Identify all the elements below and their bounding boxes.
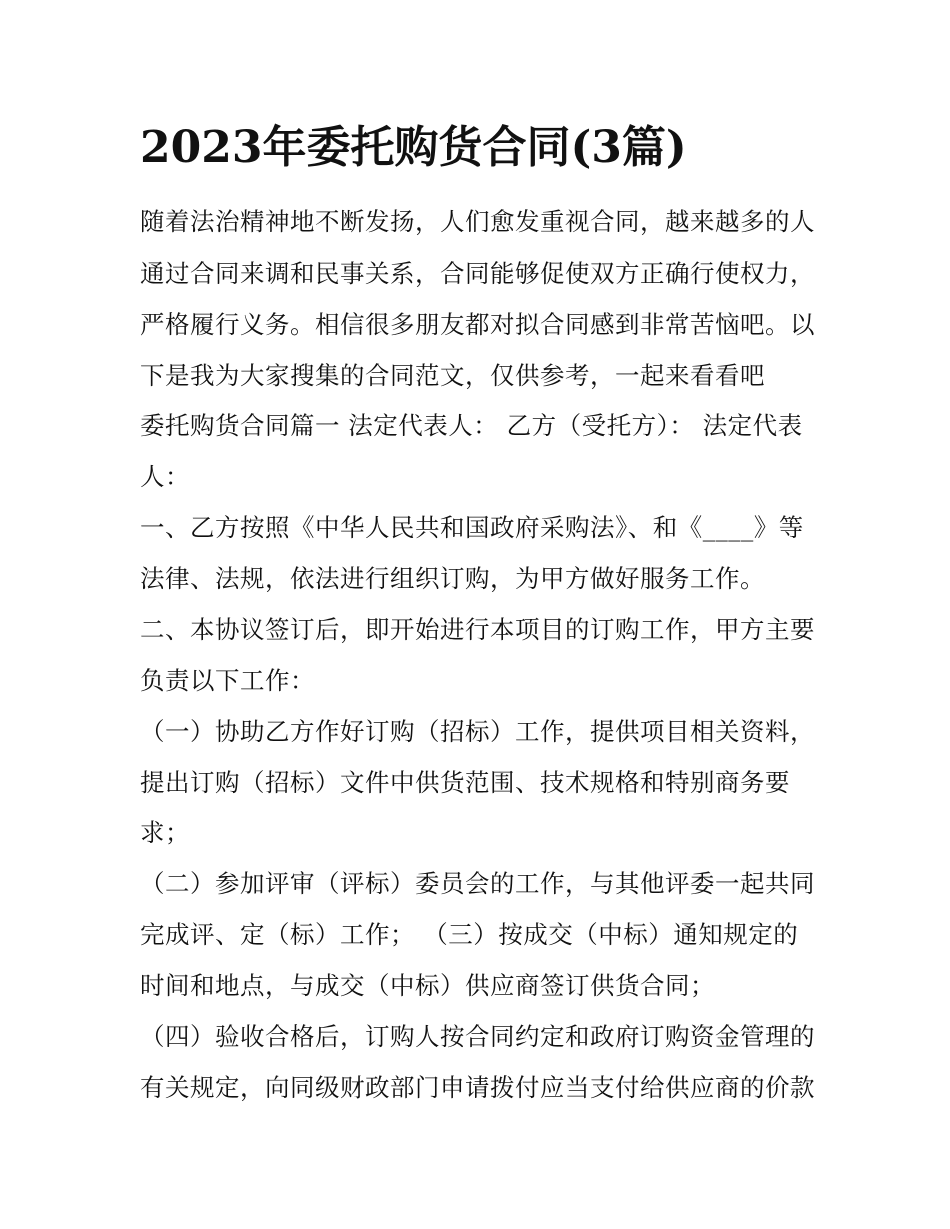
- paragraph-line: （二）参加评审（评标）委员会的工作，与其他评委一起共同: [140, 869, 815, 898]
- paragraph-line: 时间和地点，与成交（中标）供应商签订供货合同；: [140, 971, 715, 1000]
- paragraph-line: 求；: [140, 818, 190, 847]
- paragraph-line: 严格履行义务。相信很多朋友都对拟合同感到非常苦恼吧。以: [140, 310, 815, 339]
- paragraph-line: 完成评、定（标）工作； （三）按成交（中标）通知规定的: [140, 920, 799, 949]
- document-title: 2023年委托购货合同(3篇): [140, 122, 687, 173]
- paragraph-line: 人：: [140, 462, 190, 491]
- paragraph-line: 负责以下工作：: [140, 666, 315, 695]
- paragraph-line: （四）验收合格后，订购人按合同约定和政府订购资金管理的: [140, 1022, 815, 1051]
- paragraph-line: 有关规定，向同级财政部门申请拨付应当支付给供应商的价款: [140, 1073, 815, 1102]
- paragraph-line: 下是我为大家搜集的合同范文，仅供参考，一起来看看吧: [140, 361, 765, 390]
- paragraph-line: （一）协助乙方作好订购（招标）工作，提供项目相关资料，: [140, 717, 815, 746]
- paragraph-line: 委托购货合同篇一 法定代表人： 乙方（受托方）： 法定代表: [140, 411, 803, 440]
- paragraph-line: 二、本协议签订后，即开始进行本项目的订购工作，甲方主要: [140, 615, 815, 644]
- paragraph-line: 提出订购（招标）文件中供货范围、技术规格和特别商务要: [140, 768, 790, 797]
- paragraph-line: 一、乙方按照《中华人民共和国政府采购法》、和《____》等: [140, 513, 804, 542]
- paragraph-line: 法律、法规，依法进行组织订购，为甲方做好服务工作。: [140, 564, 765, 593]
- paragraph-line: 通过合同来调和民事关系，合同能够促使双方正确行使权力，: [140, 259, 815, 288]
- paragraph-line: 随着法治精神地不断发扬，人们愈发重视合同，越来越多的人: [140, 207, 815, 236]
